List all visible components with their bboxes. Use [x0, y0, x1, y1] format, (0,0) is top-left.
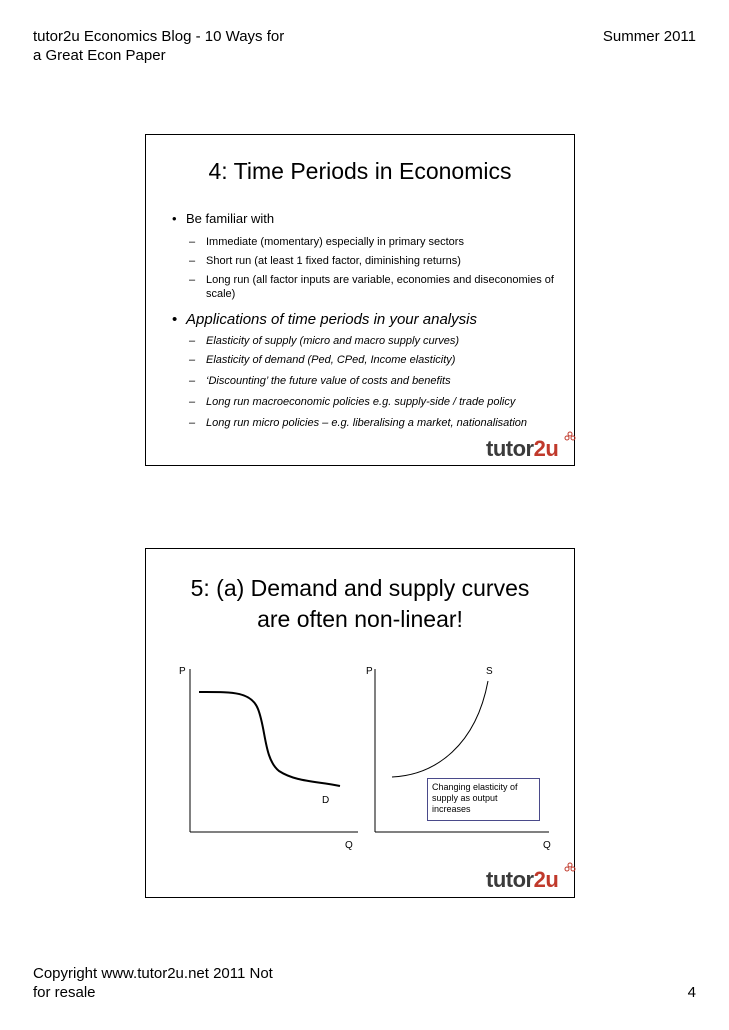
slide-title-line2: are often non-linear! — [257, 606, 463, 632]
demand-chart-x-label: Q — [345, 840, 353, 851]
sub-bullet-text: Immediate (momentary) especially in primary sectors — [206, 236, 464, 248]
sub-bullet-text: Short run (at least 1 fixed factor, diminishing returns) — [206, 255, 461, 267]
header-date: Summer 2011 — [602, 28, 696, 45]
sub-bullet-text: Elasticity of demand (Ped, CPed, Income elasticity) — [206, 354, 456, 366]
bullet-dot-icon: • — [172, 311, 178, 328]
bullet-text: Be familiar with — [186, 211, 275, 226]
dash-icon: – — [189, 354, 196, 366]
footer-copyright-line2: for resale — [33, 984, 96, 1001]
elasticity-note-box: Changing elasticity of supply as output increases — [427, 778, 540, 821]
logo-text-accent: 2u — [533, 436, 559, 461]
dash-icon: – — [189, 396, 196, 408]
dash-icon: – — [189, 375, 196, 387]
supply-curve — [392, 681, 488, 777]
sub-bullet-text: Long run (all factor inputs are variable, economies and diseconomies of scale) — [206, 274, 554, 300]
sub-bullet-text: Long run macroeconomic policies e.g. supply-side / trade policy — [206, 396, 516, 408]
bullet-dot-icon: • — [172, 211, 177, 226]
demand-curve — [199, 692, 340, 786]
dash-icon: – — [189, 274, 196, 286]
slide-demand-supply-curves — [145, 548, 575, 898]
header-title-line1: tutor2u Economics Blog - 10 Ways for — [33, 28, 285, 45]
dash-icon: – — [189, 255, 196, 267]
logo-text-main: tutor — [486, 867, 534, 892]
slide-title-line1: 5: (a) Demand and supply curves — [190, 575, 530, 601]
page-number: 4 — [687, 984, 696, 1001]
dash-icon: – — [189, 335, 196, 347]
bullet-text: Applications of time periods in your analysis — [186, 311, 477, 328]
supply-curve-label: S — [486, 666, 493, 677]
footer-copyright — [33, 964, 333, 1002]
slide-title: 4: Time Periods in Economics — [208, 158, 512, 184]
dash-icon: – — [189, 236, 196, 248]
logo-text-main: tutor — [486, 436, 534, 461]
demand-chart-y-label: P — [179, 666, 186, 677]
logo-flower-icon — [564, 431, 576, 443]
dash-icon: – — [189, 417, 196, 429]
slide-time-periods — [145, 134, 575, 466]
sub-bullet-text: ‘Discounting’ the future value of costs and benefits — [206, 375, 451, 387]
demand-chart-axes — [190, 669, 358, 832]
curves-diagram — [146, 549, 574, 897]
tutor2u-logo — [486, 438, 558, 460]
logo-flower-icon — [564, 862, 576, 874]
supply-chart-y-label: P — [366, 666, 373, 677]
sub-bullet-text: Long run micro policies – e.g. liberalising a market, nationalisation — [206, 417, 528, 429]
supply-chart-x-label: Q — [543, 840, 551, 851]
header-title-line2: a Great Econ Paper — [33, 47, 166, 64]
demand-curve-label: D — [322, 795, 330, 806]
footer-copyright-line1: Copyright www.tutor2u.net 2011 Not — [33, 965, 273, 982]
logo-text-accent: 2u — [533, 867, 559, 892]
header-title — [33, 27, 333, 65]
tutor2u-logo — [486, 869, 558, 891]
sub-bullet-text: Elasticity of supply (micro and macro supply curves) — [206, 335, 460, 347]
